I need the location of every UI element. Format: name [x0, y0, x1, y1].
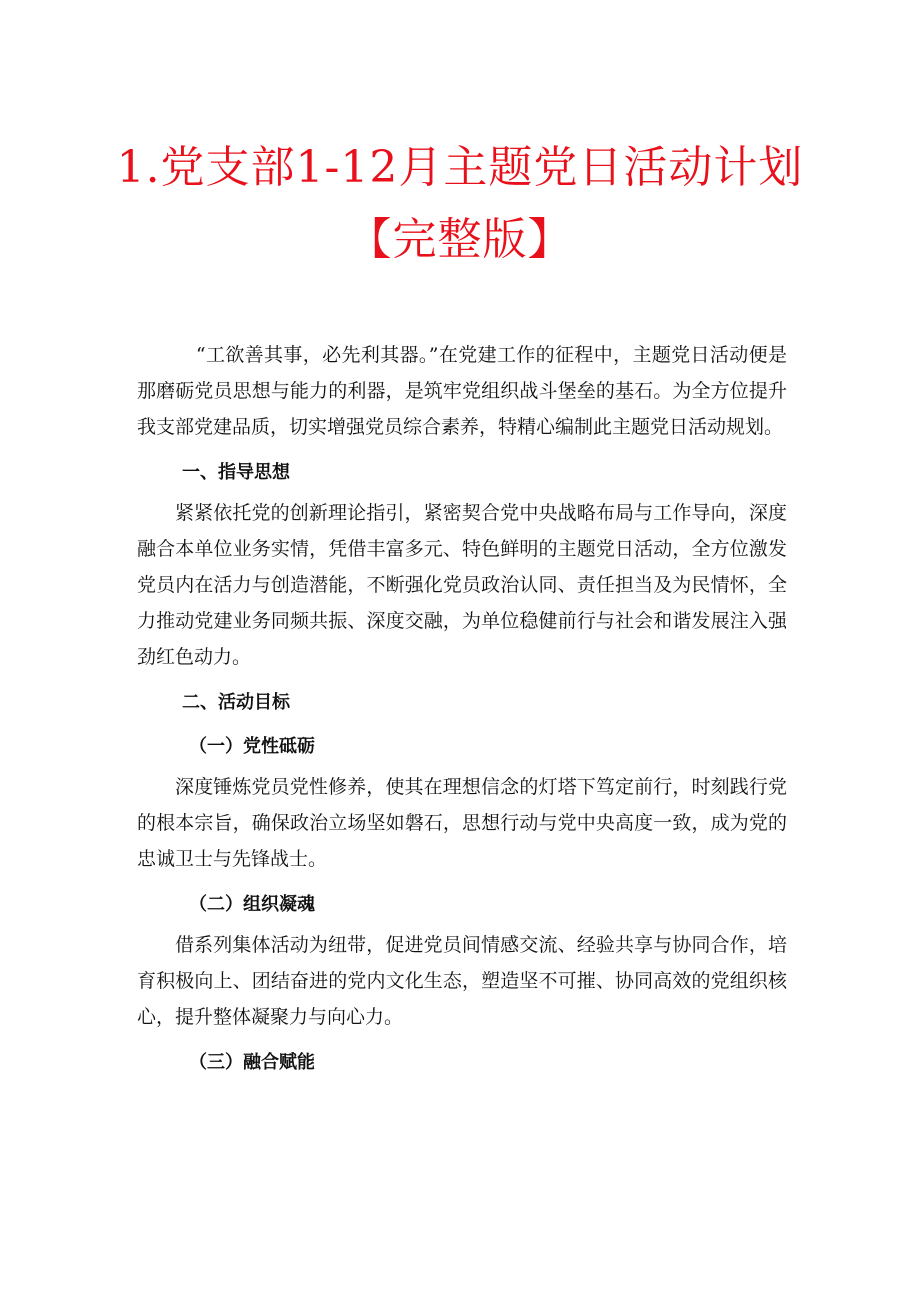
document-body: [137, 337, 787, 1085]
document-title-line-1: 1.党支部1-12月主题党日活动计划: [116, 142, 804, 193]
intro-paragraph: “工欲善其事，必先利其器。”在党建工作的征程中，主题党日活动便是那磨砺党员思想与能力的利器，是筑牢党组织战斗堡垒的基石。为全方位提升我支部党建品质，切实增强党员综合素养，特精心编制此主题党日活动规划。: [137, 344, 787, 438]
subsection-heading-integration: （三）融合赋能: [189, 1052, 315, 1073]
party-spirit-paragraph: 深度锤炼党员党性修养，使其在理想信念的灯塔下笃定前行，时刻践行党的根本宗旨，确保政治立场坚如磐石，思想行动与党中央高度一致，成为党的忠诚卫士与先锋战士。: [137, 776, 787, 870]
subsection-heading-organization: （二）组织凝魂: [189, 894, 315, 915]
organization-paragraph: 借系列集体活动为纽带，促进党员间情感交流、经验共享与协同合作，培育积极向上、团结奋进的党内文化生态，塑造坚不可摧、协同高效的党组织核心，提升整体凝聚力与向心力。: [137, 934, 787, 1028]
section-heading-activity-goals: 二、活动目标: [182, 692, 290, 713]
subsection-heading-party-spirit: （一）党性砥砺: [189, 736, 315, 757]
guiding-ideology-paragraph: 紧紧依托党的创新理论指引，紧密契合党中央战略布局与工作导向，深度融合本单位业务实情，凭借丰富多元、特色鲜明的主题党日活动，全方位激发党员内在活力与创造潜能，不断强化党员政治认同、责任担当及为民情怀，全力推动党建业务同频共振、深度交融，为单位稳健前行与社会和谐发展注入强劲红色动力。: [137, 502, 787, 668]
document-title-line-2: 【完整版】: [347, 214, 573, 265]
section-heading-guiding-ideology: 一、指导思想: [182, 462, 290, 483]
